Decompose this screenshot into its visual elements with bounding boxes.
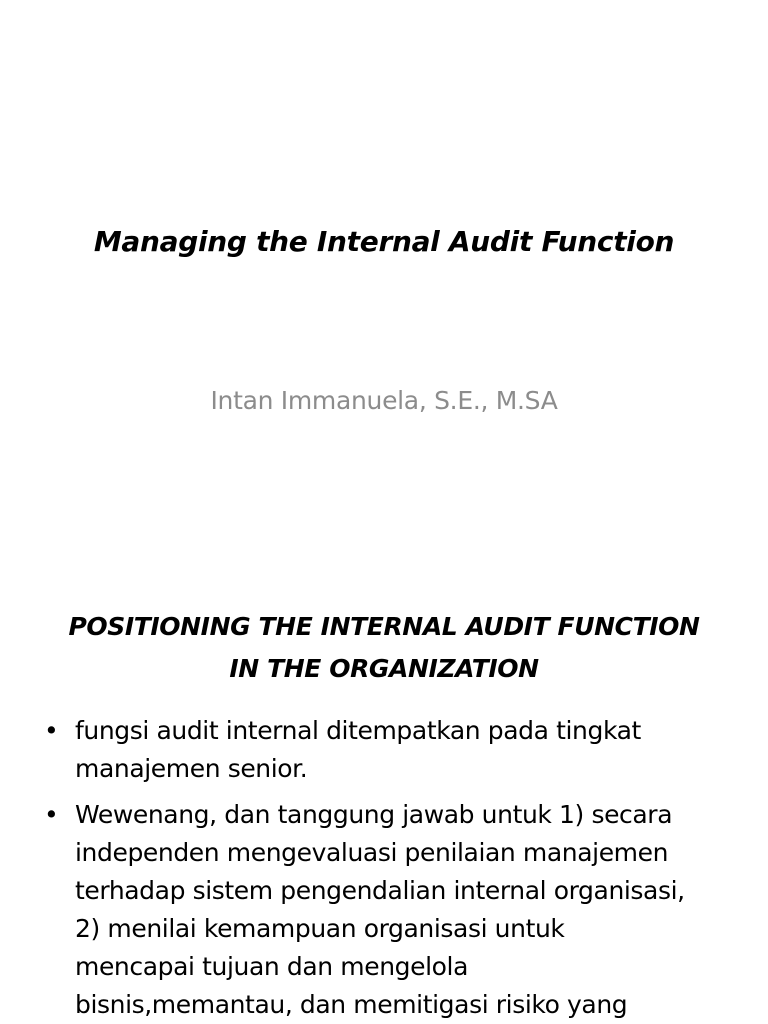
bullet-list: [44, 712, 744, 1024]
bullet-item: [44, 796, 744, 1024]
bullet-icon: •: [44, 800, 59, 829]
content-slide-title-line-1: POSITIONING THE INTERNAL AUDIT FUNCTION: [68, 612, 700, 641]
bullet-text-line: Wewenang, dan tanggung jawab untuk 1) secara: [75, 800, 673, 829]
bullet-text-line: terhadap sistem pengendalian internal organisasi,: [75, 876, 685, 905]
slide-subtitle: Intan Immanuela, S.E., M.SA: [210, 386, 558, 415]
content-slide-title-line-2: IN THE ORGANIZATION: [229, 654, 539, 683]
bullet-text-line: mencapai tujuan dan mengelola: [75, 952, 468, 981]
bullet-text-line: bisnis,memantau, dan memitigasi risiko yang: [75, 990, 628, 1019]
content-slide: [0, 576, 768, 1024]
bullet-text-line: fungsi audit internal ditempatkan pada tingkat: [75, 716, 641, 745]
slide-title: Managing the Internal Audit Function: [93, 225, 675, 258]
content-slide-title: [40, 606, 728, 690]
bullet-text-line: 2) menilai kemampuan organisasi untuk: [75, 914, 565, 943]
bullet-text-line: manajemen senior.: [75, 754, 308, 783]
bullet-icon: •: [44, 716, 59, 745]
bullet-text-line: independen mengevaluasi penilaian manajemen: [75, 838, 669, 867]
bullet-item: [44, 712, 744, 788]
